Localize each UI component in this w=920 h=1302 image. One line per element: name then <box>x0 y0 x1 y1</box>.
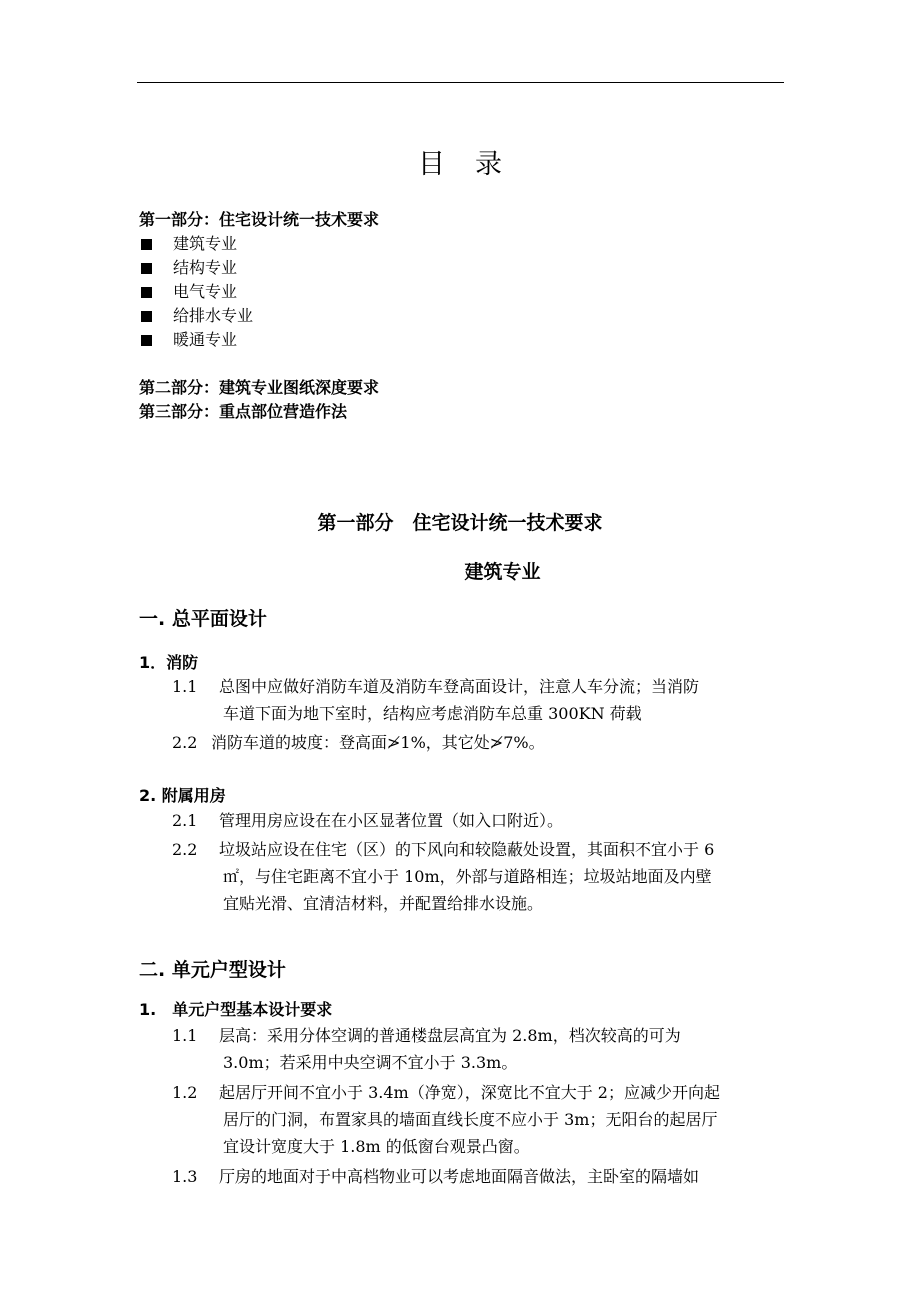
square-bullet-icon <box>141 239 152 250</box>
subsection-heading: 2. 附属用房 <box>139 786 226 805</box>
subsection-heading: 1．消防 <box>139 653 199 672</box>
square-bullet-icon <box>141 335 152 346</box>
toc-title-char-2: 录 <box>475 149 502 180</box>
square-bullet-icon <box>141 287 152 298</box>
toc-item: 暖通专业 <box>139 328 379 352</box>
toc-part3: 第三部分：重点部位营造作法 <box>139 402 348 421</box>
toc-title-char-1: 目 <box>418 149 445 180</box>
paragraph: 2.1 管理用房应设在在小区显著位置（如入口附近）。 <box>172 811 564 830</box>
toc-item: 建筑专业 <box>139 232 379 256</box>
paragraph: 1.3 厅房的地面对于中高档物业可以考虑地面隔音做法，主卧室的隔墙如 <box>172 1167 700 1186</box>
toc-item: 给排水专业 <box>139 304 379 328</box>
part-title: 第一部分 住宅设计统一技术要求 <box>317 512 603 534</box>
toc-part2: 第二部分：建筑专业图纸深度要求 <box>139 378 380 397</box>
paragraph: 2.2 消防车道的坡度：登高面≯1%，其它处≯7%。 <box>172 733 545 752</box>
toc-part1: 第一部分：住宅设计统一技术要求 <box>139 210 380 229</box>
toc-item: 电气专业 <box>139 280 379 304</box>
square-bullet-icon <box>141 311 152 322</box>
header-rule <box>137 82 784 83</box>
toc-title <box>0 142 920 181</box>
paragraph: 1.1 层高：采用分体空调的普通楼盘层高宜为 2.8m，档次较高的可为 3.0m；若采用中央空调不宜小于 3.3m。 <box>172 1026 681 1072</box>
section-heading: 二. 单元户型设计 <box>139 959 286 981</box>
table-of-contents <box>139 208 379 424</box>
paragraph: 1.2 起居厅开间不宜小于 3.4m（净宽），深宽比不宜大于 2；应减少开向起 居厅的门洞，布置家具的墙面直线长度不应小于 3m；无阳台的起居厅 宜设计宽度大于 1.8m 的低窗台观景凸窗。 <box>172 1083 720 1156</box>
paragraph: 2.2 垃圾站应设在住宅（区）的下风向和较隐蔽处设置，其面积不宜小于 6 ㎡，与住宅距离不宜小于 10m，外部与道路相连；垃圾站地面及内壁 宜贴光滑、宜清洁材料，并配置给排水设施。 <box>172 840 715 913</box>
square-bullet-icon <box>141 263 152 274</box>
part-subtitle: 建筑专业 <box>464 561 541 583</box>
paragraph: 1.1 总图中应做好消防车道及消防车登高面设计，注意人车分流；当消防 车道下面为地下室时，结构应考虑消防车总重 300KN 荷载 <box>172 677 700 723</box>
section-heading: 一. 总平面设计 <box>139 608 267 630</box>
toc-item: 结构专业 <box>139 256 379 280</box>
subsection-heading: 1. 单元户型基本设计要求 <box>139 1000 333 1019</box>
